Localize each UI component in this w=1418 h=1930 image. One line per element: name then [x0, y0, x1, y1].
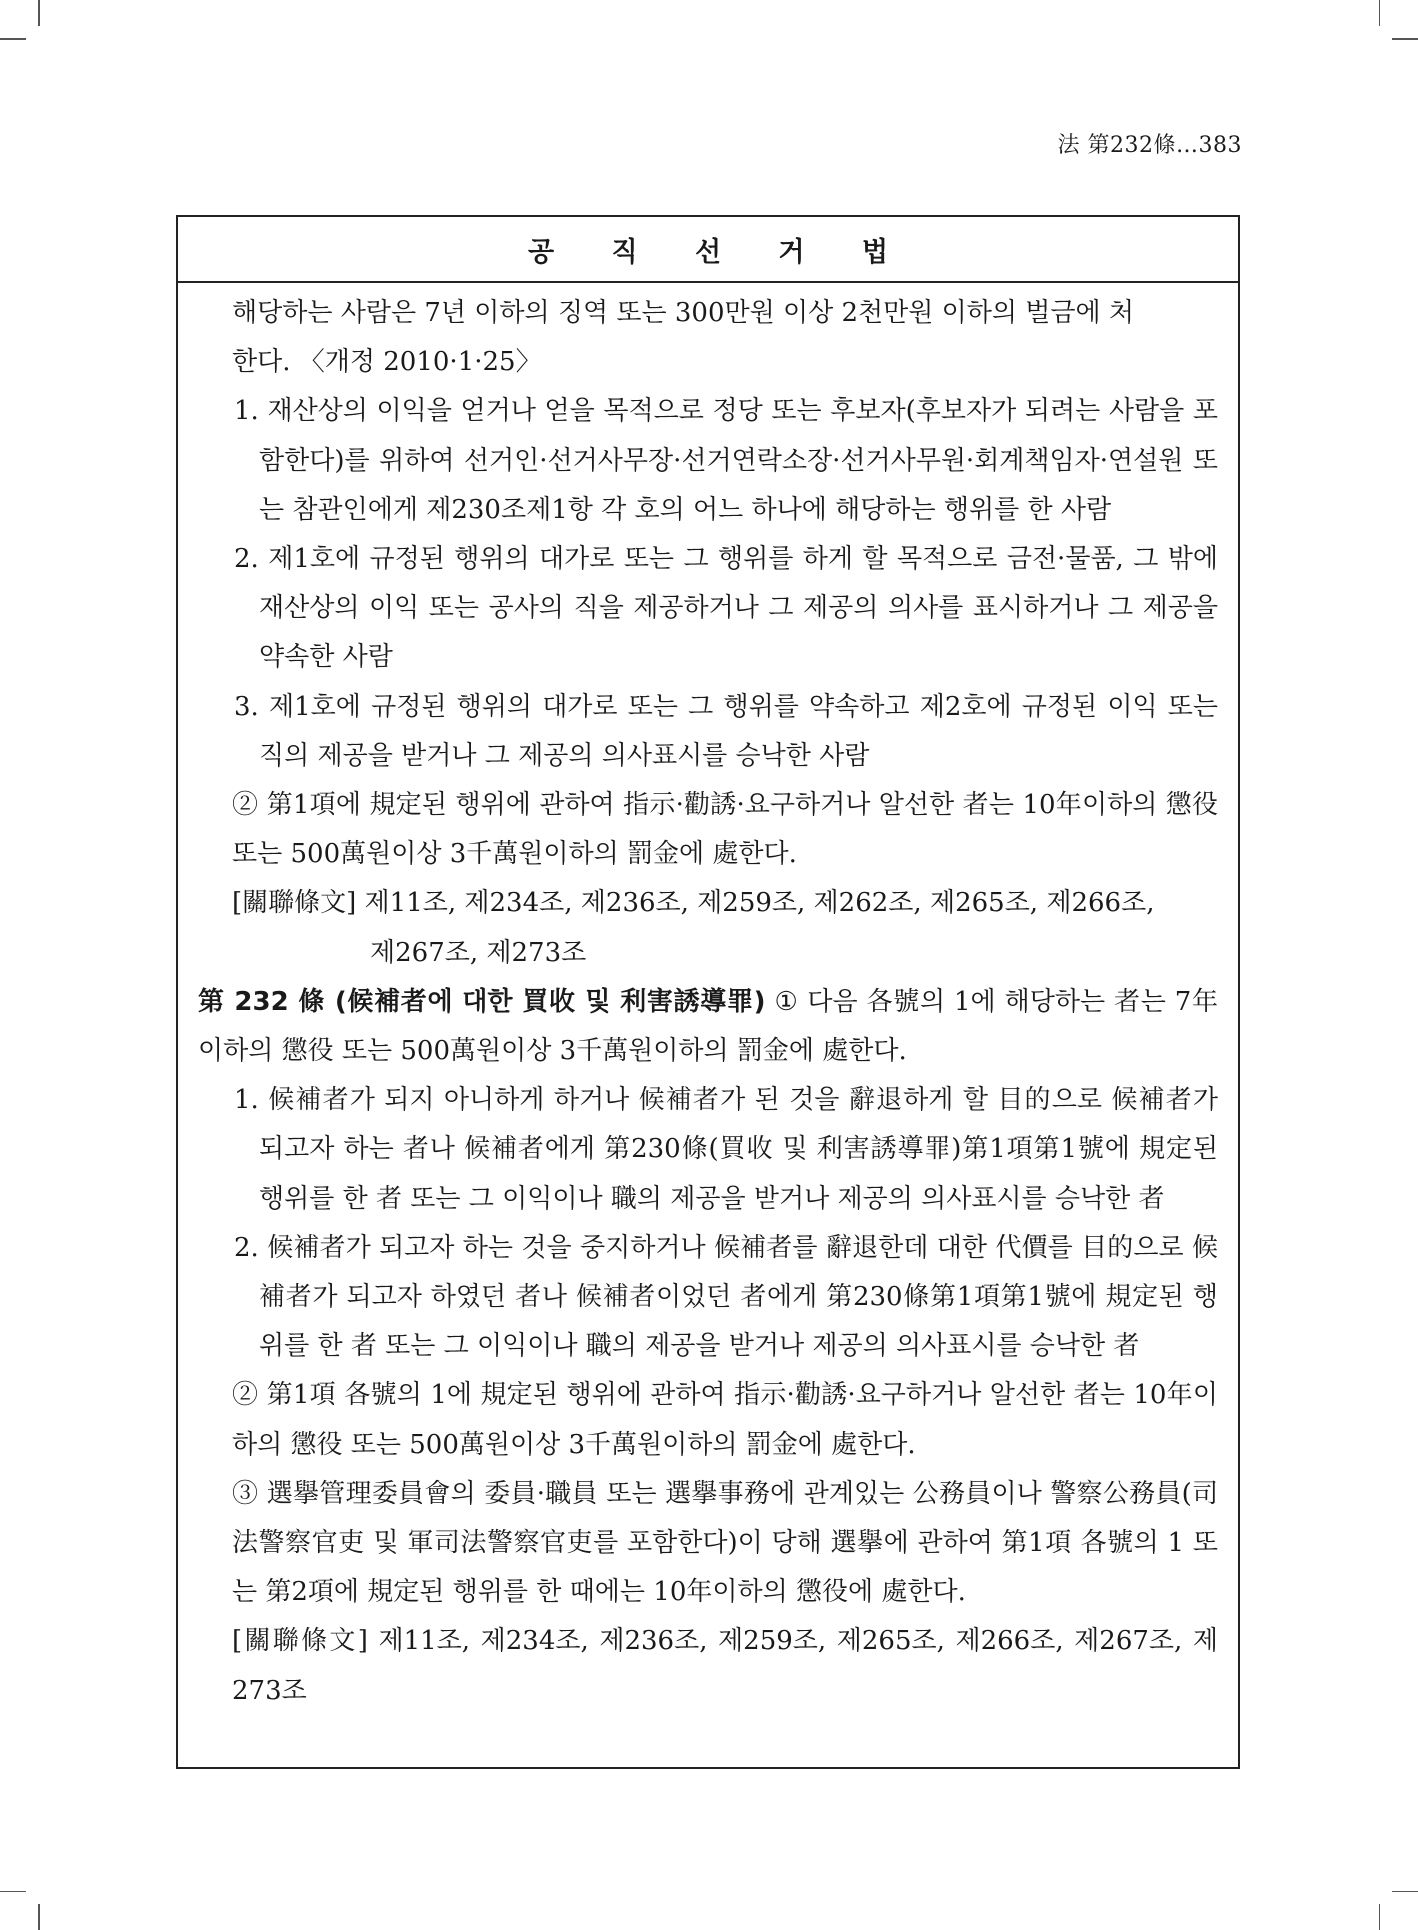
- clause-item: 3. 제1호에 규정된 행위의 대가로 또는 그 행위를 약속하고 제2호에 규정된 이익 또는 직의 제공을 받거나 그 제공의 의사표시를 승낙한 사람: [234, 691, 1218, 771]
- paragraph: ③ 選擧管理委員會의 委員·職員 또는 選擧事務에 관계있는 公務員이나 警察公務員(司法警察官吏 및 軍司法警察官吏를 포함한다)이 당해 選擧에 관하여 第1項 各號의 1 또는 第2項에 規定된 행위를 한 때에는 10年이하의 懲役에 處한다.: [232, 1478, 1218, 1608]
- crop-mark: [1379, 1904, 1381, 1930]
- paragraph-continuation-line: 해당하는 사람은 7년 이하의 징역 또는 300만원 이상 2천만원 이하의 벌금에 처: [232, 298, 1134, 328]
- crop-mark: [0, 38, 26, 40]
- clause-item: 1. 候補者가 되지 아니하게 하거나 候補者가 된 것을 辭退하게 할 目的으로 候補者가 되고자 하는 者나 候補者에게 第230條(買收 및 利害誘導罪)第1項第1號에 規定된 행위를 한 者 또는 그 이익이나 職의 제공을 받거나 제공의 의사표시를 승낙한 者: [234, 1085, 1218, 1214]
- clause-item: 2. 제1호에 규정된 행위의 대가로 또는 그 행위를 하게 할 목적으로 금전·물품, 그 밖에 재산상의 이익 또는 공사의 직을 제공하거나 그 제공의 의사를 표시하거나 그 제공을 약속한 사람: [234, 544, 1218, 673]
- article-232-heading: [198, 978, 1218, 1076]
- related-articles: [關聯條文] 제11조, 제234조, 제236조, 제259조, 제262조, 제265조, 제266조,: [232, 888, 1155, 919]
- article-232-para1: ① 다음 各號의 1에 해당하는 者는 7年이하의 懲役 또는 500萬원이상 3千萬원이하의 罰金에 處한다.: [198, 986, 1218, 1067]
- paragraph: ② 第1項에 規定된 행위에 관하여 指示·勸誘·요구하거나 알선한 者는 10年이하의 懲役 또는 500萬원이상 3千萬원이하의 罰金에 處한다.: [232, 790, 1218, 870]
- related-articles-continued: 제267조, 제273조: [370, 937, 587, 968]
- clause-item: 2. 候補者가 되고자 하는 것을 중지하거나 候補者를 辭退한데 대한 代價를 目的으로 候補者가 되고자 하였던 者나 候補者이었던 者에게 第230條第1項第1號에 規定된 행위를 한 者 또는 그 이익이나 職의 제공을 받거나 제공의 의사표시를 승낙한 者: [234, 1232, 1218, 1362]
- article-232-label: 第 232 條 (候補者에 대한 買收 및 利害誘導罪): [198, 986, 766, 1017]
- paragraph-continuation-line: 한다. 〈개정 2010·1·25〉: [232, 347, 542, 378]
- crop-mark: [1392, 38, 1418, 40]
- paragraph: ② 第1項 各號의 1에 規定된 행위에 관하여 指示·勸誘·요구하거나 알선한 者는 10年이하의 懲役 또는 500萬원이상 3千萬원이하의 罰金에 處한다.: [232, 1380, 1218, 1460]
- crop-mark: [0, 1891, 26, 1893]
- crop-mark: [1392, 1891, 1418, 1893]
- related-articles: [關聯條文] 제11조, 제234조, 제236조, 제259조, 제265조, 제266조, 제267조, 제273조: [232, 1626, 1218, 1706]
- clause-item: 1. 재산상의 이익을 얻거나 얻을 목적으로 정당 또는 후보자(후보자가 되려는 사람을 포함한다)를 위하여 선거인·선거사무장·선거연락소장·선거사무원·회계책임자·연설원 또는 참관인에게 제230조제1항 각 호의 어느 하나에 해당하는 행위를 한 사람: [234, 396, 1218, 525]
- crop-mark: [38, 1904, 40, 1930]
- crop-mark: [1379, 0, 1381, 26]
- crop-mark: [38, 0, 40, 26]
- law-title: 공 직 선 거 법: [178, 217, 1238, 283]
- running-header: 法 第232條…383: [1057, 133, 1242, 158]
- law-text-box: [176, 215, 1240, 1769]
- law-body: [178, 283, 1238, 1716]
